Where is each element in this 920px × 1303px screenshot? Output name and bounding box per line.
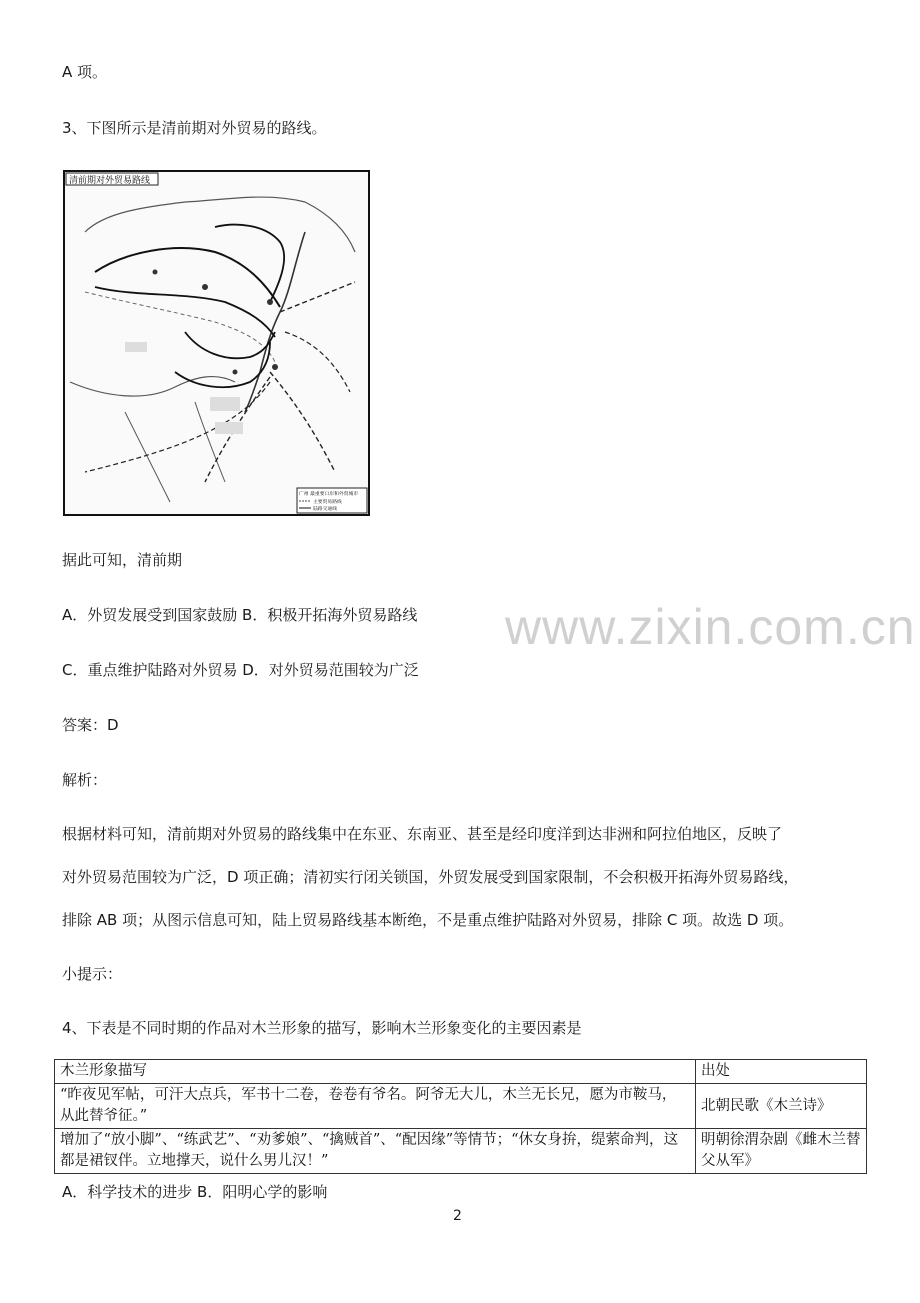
q3-analysis-line-2: 对外贸易范围较为广泛，D 项正确；清初实行闭关锁国，外贸发展受到国家限制，不会积极开拓海外贸易路线， [62, 868, 799, 886]
q3-analysis-line-3: 排除 AB 项；从图示信息可知，陆上贸易路线基本断绝，不是重点维护陆路对外贸易，排除 C 项。故选 D 项。 [62, 911, 794, 929]
q3-lead: 据此可知，清前期 [62, 551, 183, 569]
trade-route-map [63, 170, 370, 516]
q3-stem: 3、下图所示是清前期对外贸易的路线。 [62, 119, 327, 137]
table-header-source: 出处 [696, 1060, 867, 1084]
table-cell-source: 明朝徐渭杂剧《雌木兰替父从军》 [696, 1129, 867, 1174]
table-row [55, 1129, 867, 1174]
table-cell-desc: 增加了“放小脚”、“练武艺”、“劝爹娘”、“擒贼首”、“配因缘”等情节；“休女身拚，缇萦命判，这都是裙钗伴。立地撑天，说什么男儿汉！” [55, 1129, 696, 1174]
table-row [55, 1084, 867, 1129]
table-cell-source: 北朝民歌《木兰诗》 [696, 1084, 867, 1129]
page-number: 2 [453, 1208, 462, 1224]
map-legend-2: 主要贸易路线 [313, 500, 342, 505]
table-header-desc: 木兰形象描写 [55, 1060, 696, 1084]
mulan-table [54, 1059, 867, 1174]
watermark: www.zixin.com.cn [505, 599, 916, 655]
map-title: 清前期对外贸易路线 [69, 176, 151, 186]
q3-analysis-label: 解析： [62, 771, 108, 789]
q3-analysis-line-1: 根据材料可知，清前期对外贸易的路线集中在东亚、东南亚、甚至是经印度洋到达非洲和阿拉伯地区，反映了 [62, 825, 783, 843]
prev-answer-tail: A 项。 [62, 63, 108, 81]
q3-option-ab: A．外贸发展受到国家鼓励 B．积极开拓海外贸易路线 [62, 606, 418, 624]
q3-option-cd: C．重点维护陆路对外贸易 D．对外贸易范围较为广泛 [62, 661, 419, 679]
q3-tip: 小提示： [62, 965, 123, 983]
q3-answer: 答案：D [62, 716, 119, 734]
map-legend-3: 陆路交通线 [313, 507, 337, 512]
table-cell-desc: “昨夜见军帖，可汗大点兵，军书十二卷，卷卷有爷名。阿爷无大儿，木兰无长兄，愿为市鞍马，从此替爷征。” [55, 1084, 696, 1129]
table-header-row [55, 1060, 867, 1084]
q4-option-ab: A．科学技术的进步 B．阳明心学的影响 [62, 1183, 328, 1201]
q4-stem: 4、下表是不同时期的作品对木兰形象的描写，影响木兰形象变化的主要因素是 [62, 1019, 582, 1037]
map-legend-1: 广州 最重要口岸和外贸城市 [299, 492, 359, 497]
